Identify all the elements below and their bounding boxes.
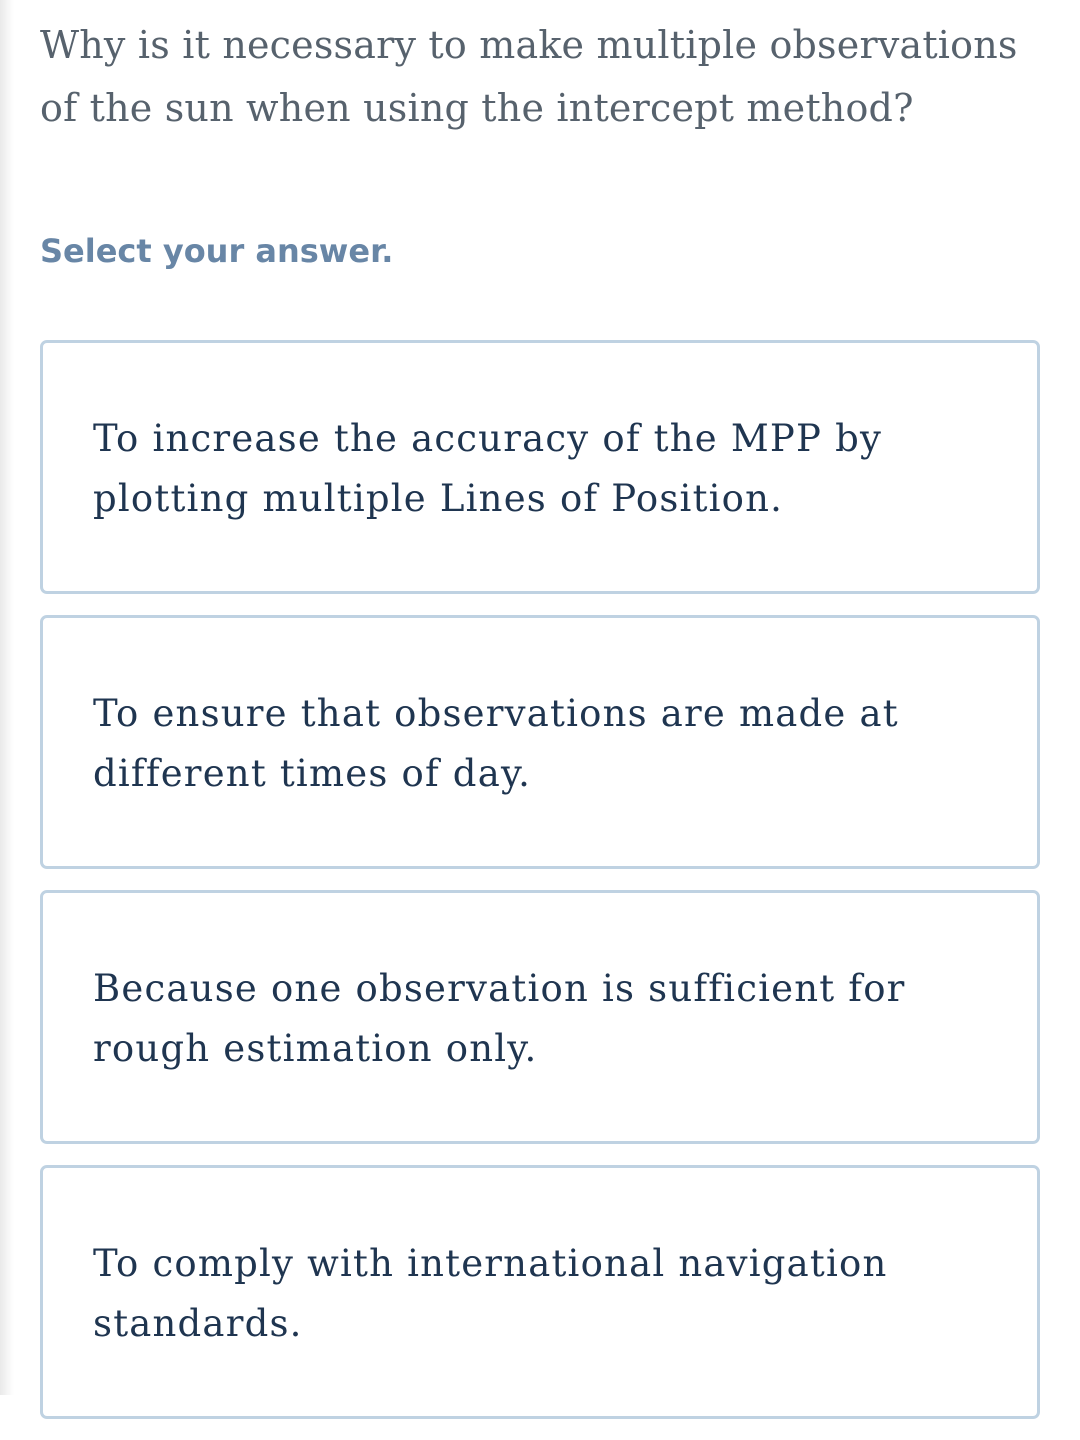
- question-text: Why is it necessary to make multiple observations of the sun when using the intercept method?: [40, 23, 1018, 130]
- answer-option-1-label: To increase the accuracy of the MPP by plotting multiple Lines of Position.: [93, 417, 883, 520]
- answer-option-1[interactable]: [40, 340, 1040, 594]
- select-answer-prompt: Select your answer.: [40, 232, 394, 270]
- answer-option-4[interactable]: [40, 1165, 1040, 1419]
- answer-option-3-label: Because one observation is sufficient for rough estimation only.: [93, 967, 906, 1070]
- answer-option-2[interactable]: [40, 615, 1040, 869]
- answer-option-2-label: To ensure that observations are made at different times of day.: [93, 692, 899, 795]
- answer-options-list: [40, 340, 1040, 1440]
- answer-option-4-label: To comply with international navigation standards.: [93, 1242, 888, 1345]
- answer-option-3[interactable]: [40, 890, 1040, 1144]
- left-edge-shadow: [0, 0, 14, 1395]
